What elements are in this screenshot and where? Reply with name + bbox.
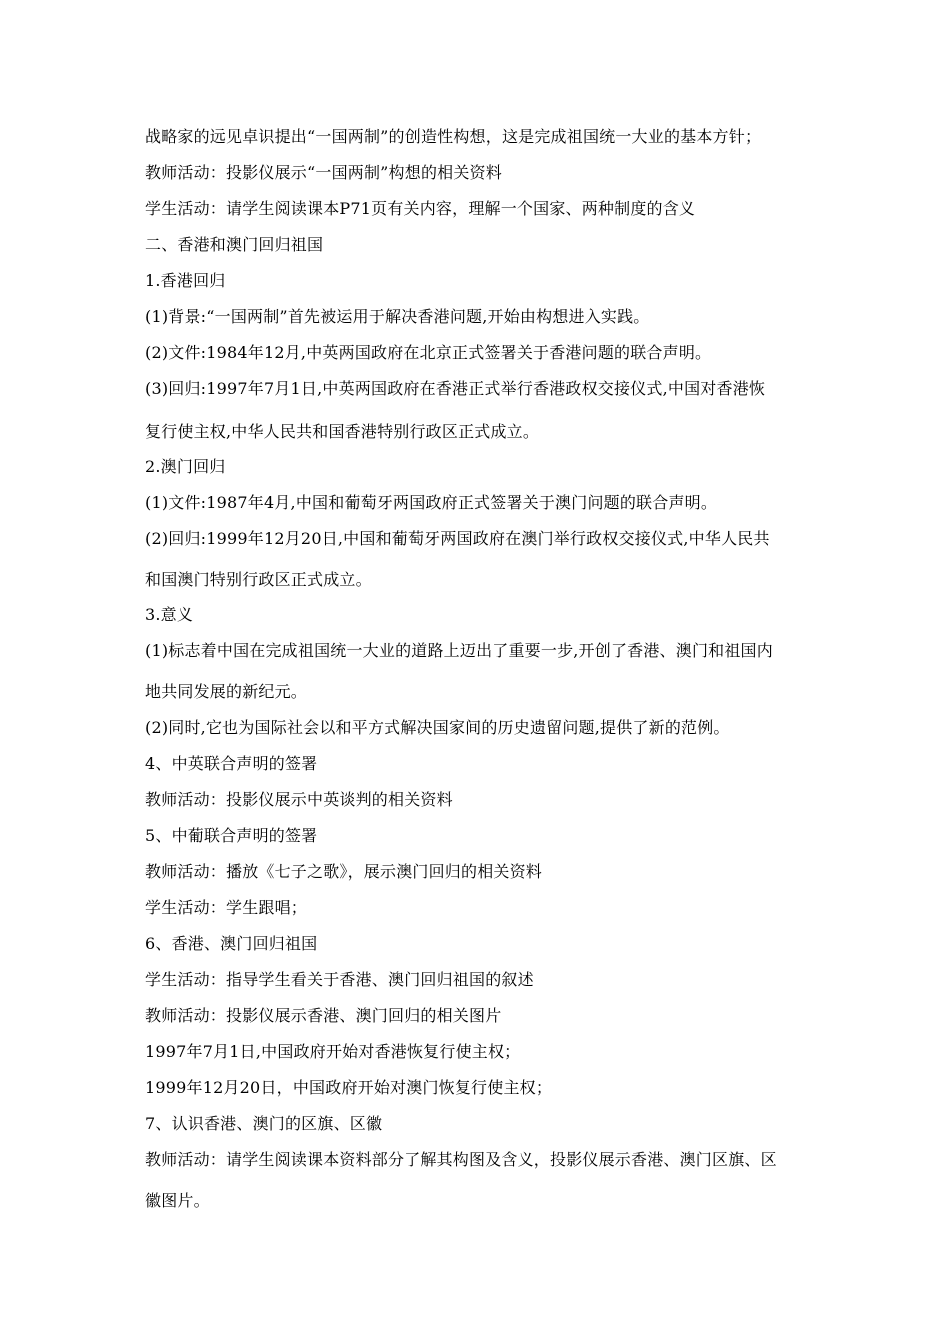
- subsection-heading: 4、中英联合声明的签署: [145, 754, 318, 773]
- text-line: (1)文件:1987年4月,中国和葡萄牙两国政府正式签署关于澳门问题的联合声明。: [145, 493, 718, 512]
- text-line: 教师活动：投影仪展示香港、澳门回归的相关图片: [145, 1006, 502, 1025]
- text-line: (2)文件:1984年12月,中英两国政府在北京正式签署关于香港问题的联合声明。: [145, 343, 712, 362]
- text-line: 和国澳门特别行政区正式成立。: [145, 570, 372, 589]
- text-line: 学生活动：指导学生看关于香港、澳门回归祖国的叙述: [145, 970, 534, 989]
- text-line: 教师活动：投影仪展示中英谈判的相关资料: [145, 790, 453, 809]
- section-heading: 二、香港和澳门回归祖国: [145, 235, 324, 254]
- subsection-heading: 3.意义: [145, 605, 194, 624]
- subsection-heading: 1.香港回归: [145, 271, 226, 290]
- text-line: (3)回归:1997年7月1日,中英两国政府在香港正式举行香港政权交接仪式,中国对香港恢: [145, 379, 766, 398]
- text-line: 复行使主权,中华人民共和国香港特别行政区正式成立。: [145, 422, 540, 441]
- text-line: 学生活动：请学生阅读课本P71页有关内容，理解一个国家、两种制度的含义: [145, 199, 696, 218]
- subsection-heading: 7、认识香港、澳门的区旗、区徽: [145, 1114, 383, 1133]
- text-line: 1997年7月1日,中国政府开始对香港恢复行使主权；: [145, 1042, 521, 1061]
- text-line: (1)标志着中国在完成祖国统一大业的道路上迈出了重要一步,开创了香港、澳门和祖国内: [145, 641, 773, 660]
- subsection-heading: 2.澳门回归: [145, 457, 226, 476]
- subsection-heading: 5、中葡联合声明的签署: [145, 826, 318, 845]
- text-line: 地共同发展的新纪元。: [145, 682, 308, 701]
- text-line: 徽图片。: [145, 1191, 210, 1210]
- text-line: (1)背景:“一国两制”首先被运用于解决香港问题,开始由构想进入实践。: [145, 307, 650, 326]
- text-line: (2)回归:1999年12月20日,中国和葡萄牙两国政府在澳门举行政权交接仪式,中华人民共: [145, 529, 770, 548]
- text-line: 学生活动：学生跟唱；: [145, 898, 308, 917]
- text-line: 战略家的远见卓识提出“一国两制”的创造性构想，这是完成祖国统一大业的基本方针；: [145, 127, 762, 146]
- subsection-heading: 6、香港、澳门回归祖国: [145, 934, 318, 953]
- text-line: 1999年12月20日，中国政府开始对澳门恢复行使主权；: [145, 1078, 553, 1097]
- text-line: 教师活动：请学生阅读课本资料部分了解其构图及含义，投影仪展示香港、澳门区旗、区: [145, 1150, 777, 1169]
- text-line: (2)同时,它也为国际社会以和平方式解决国家间的历史遗留问题,提供了新的范例。: [145, 718, 730, 737]
- text-line: 教师活动：投影仪展示“一国两制”构想的相关资料: [145, 163, 502, 182]
- text-line: 教师活动：播放《七子之歌》，展示澳门回归的相关资料: [145, 862, 543, 881]
